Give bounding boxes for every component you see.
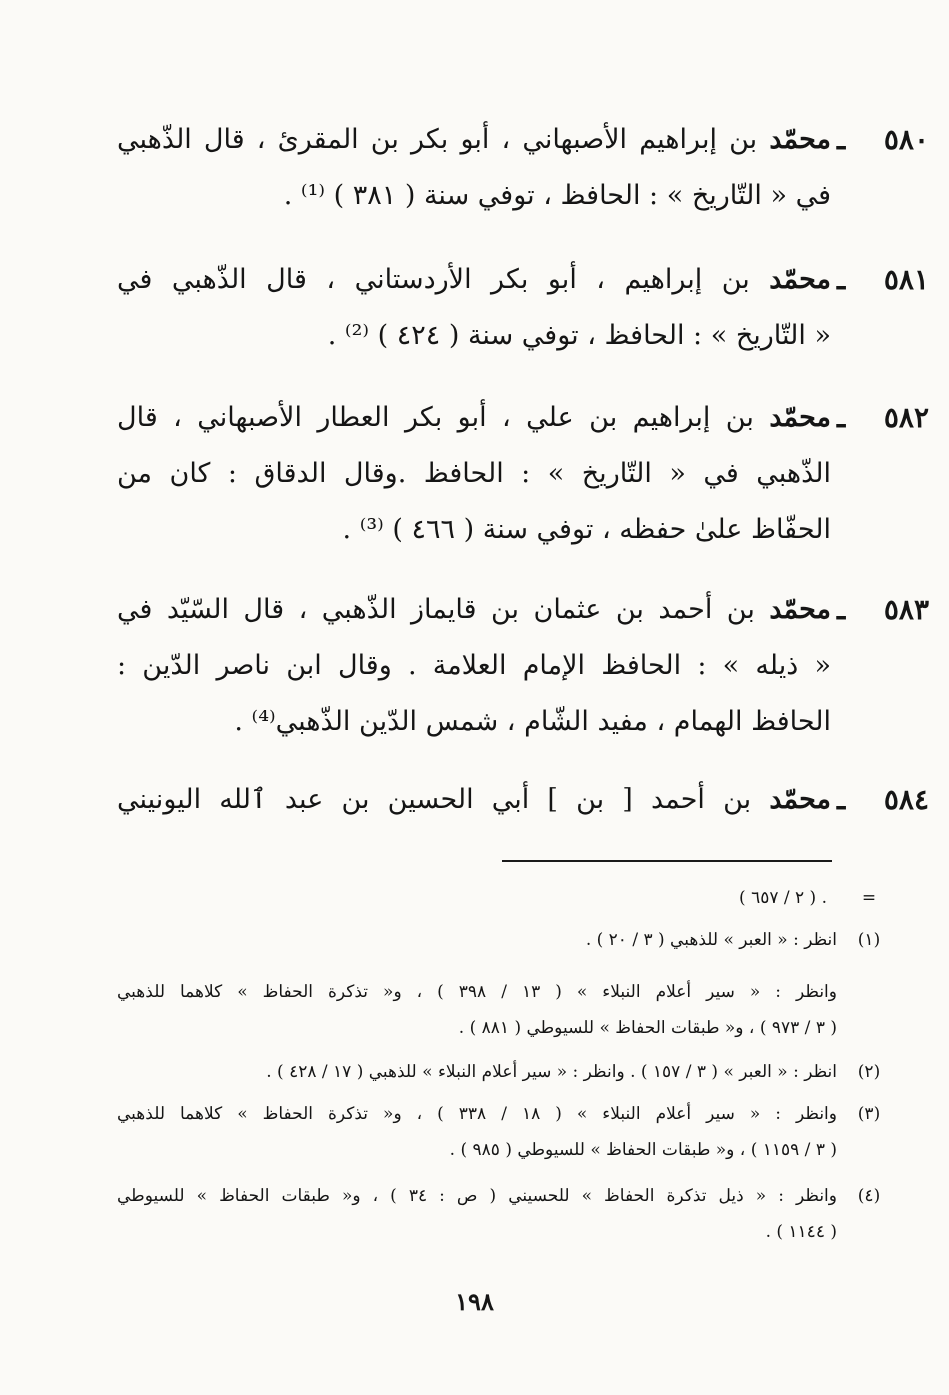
footnote-line: وانظر : « ذيل تذكرة الحفاظ » للحسيني ( ص : ٣٤ ) ، و« طبقات الحفاظ » للسيوطي (117, 1186, 837, 1206)
entry-first-line (117, 772, 929, 828)
entry-first-line (117, 252, 929, 308)
footnote-line: انظر : « العبر » للذهبي ( ٣ / ٢٠ ) . (585, 930, 837, 950)
footnote (117, 1096, 881, 1168)
entry-first-line (117, 582, 929, 638)
footnote-marker: = (861, 888, 877, 908)
footnote-marker: (٣) (857, 1104, 881, 1124)
entry-name: محمّد (769, 402, 831, 433)
entry-name: محمّد (769, 124, 831, 155)
biography-entry (117, 390, 929, 558)
biography-entry (117, 772, 929, 828)
entry-line: « ذيله » : الحافظ الإمام العلامة . وقال ابن ناصر الدّين : (117, 650, 831, 681)
entry-line: في « التّاريخ » : الحافظ ، توفي سنة ( ٣٨١ ) ⁽¹⁾ . (283, 180, 831, 211)
footnote (117, 922, 881, 958)
entry-text: بن أحمد [ بن ] أبي الحسين بن عبد ٱلله اليونيني (117, 784, 752, 815)
entry-first-line (117, 390, 929, 446)
biography-entry (117, 582, 929, 750)
entry-name: محمّد (769, 594, 831, 625)
footnote (117, 1178, 881, 1250)
page-number: ١٩٨ (455, 1287, 494, 1316)
entry-number: ٥٨٣ ـ (837, 593, 929, 626)
entry-number: ٥٨٤ ـ (837, 783, 929, 816)
entry-name: محمّد (769, 784, 831, 815)
footnote-marker: (٢) (857, 1062, 881, 1082)
footnote-marker: (٤) (857, 1186, 881, 1206)
footnote-line: ( ٣ / ٩٧٣ ) ، و« طبقات الحفاظ » للسيوطي ( ٨٨١ ) . (458, 1018, 837, 1038)
footnote-line: وانظر : « سير أعلام النبلاء » ( ١٨ / ٣٣٨ ) ، و« تذكرة الحفاظ » كلاهما للذهبي (117, 1104, 837, 1124)
entry-text: بن إبراهيم ، أبو بكر الأردستاني ، قال الذّهبي في (117, 264, 750, 295)
entry-name: محمّد (769, 264, 831, 295)
footnote-line: . ( ٢ / ٦٥٧ ) (739, 888, 827, 908)
footnote (117, 1054, 881, 1090)
entry-number: ٥٨٢ ـ (837, 401, 929, 434)
biography-entry (117, 252, 929, 364)
footnote (117, 974, 837, 1046)
entry-line: « التّاريخ » : الحافظ ، توفي سنة ( ٤٢٤ ) ⁽²⁾ . (327, 320, 831, 351)
footnote-line: انظر : « العبر » ( ٣ / ١٥٧ ) . وانظر : « سير أعلام النبلاء » للذهبي ( ١٧ / ٤٢٨ ) . (266, 1062, 837, 1082)
footnote-line: ( ١١٤٤ ) . (765, 1222, 837, 1242)
footnote-line: وانظر : « سير أعلام النبلاء » ( ١٣ / ٣٩٨ ) ، و« تذكرة الحفاظ » كلاهما للذهبي (117, 982, 837, 1002)
footnote-line: ( ٣ / ١١٥٩ ) ، و« طبقات الحفاظ » للسيوطي ( ٩٨٥ ) . (449, 1140, 837, 1160)
entry-text: بن إبراهيم الأصبهاني ، أبو بكر بن المقرئ ، قال الذّهبي (117, 124, 758, 155)
footnote-separator (502, 860, 832, 862)
entry-text: بن أحمد بن عثمان بن قايماز الذّهبي ، قال السّيّد في (117, 594, 755, 625)
entry-number: ٥٨٠ ـ (837, 123, 929, 156)
entry-number: ٥٨١ ـ (837, 263, 929, 296)
entry-line: الحافظ الهمام ، مفيد الشّام ، شمس الدّين الذّهبي⁽⁴⁾ . (234, 706, 831, 737)
entry-line: الذّهبي في « التّاريخ » : الحافظ .وقال الدقاق : كان من (117, 458, 831, 489)
entry-text: بن إبراهيم بن علي ، أبو بكر العطار الأصبهاني ، قال (117, 402, 754, 433)
footnote-continuation (117, 880, 877, 916)
biography-entry (117, 112, 929, 224)
entry-first-line (117, 112, 929, 168)
entry-line: الحفّاظ علىٰ حفظه ، توفي سنة ( ٤٦٦ ) ⁽³⁾ . (342, 514, 831, 545)
footnote-marker: (١) (857, 930, 881, 950)
